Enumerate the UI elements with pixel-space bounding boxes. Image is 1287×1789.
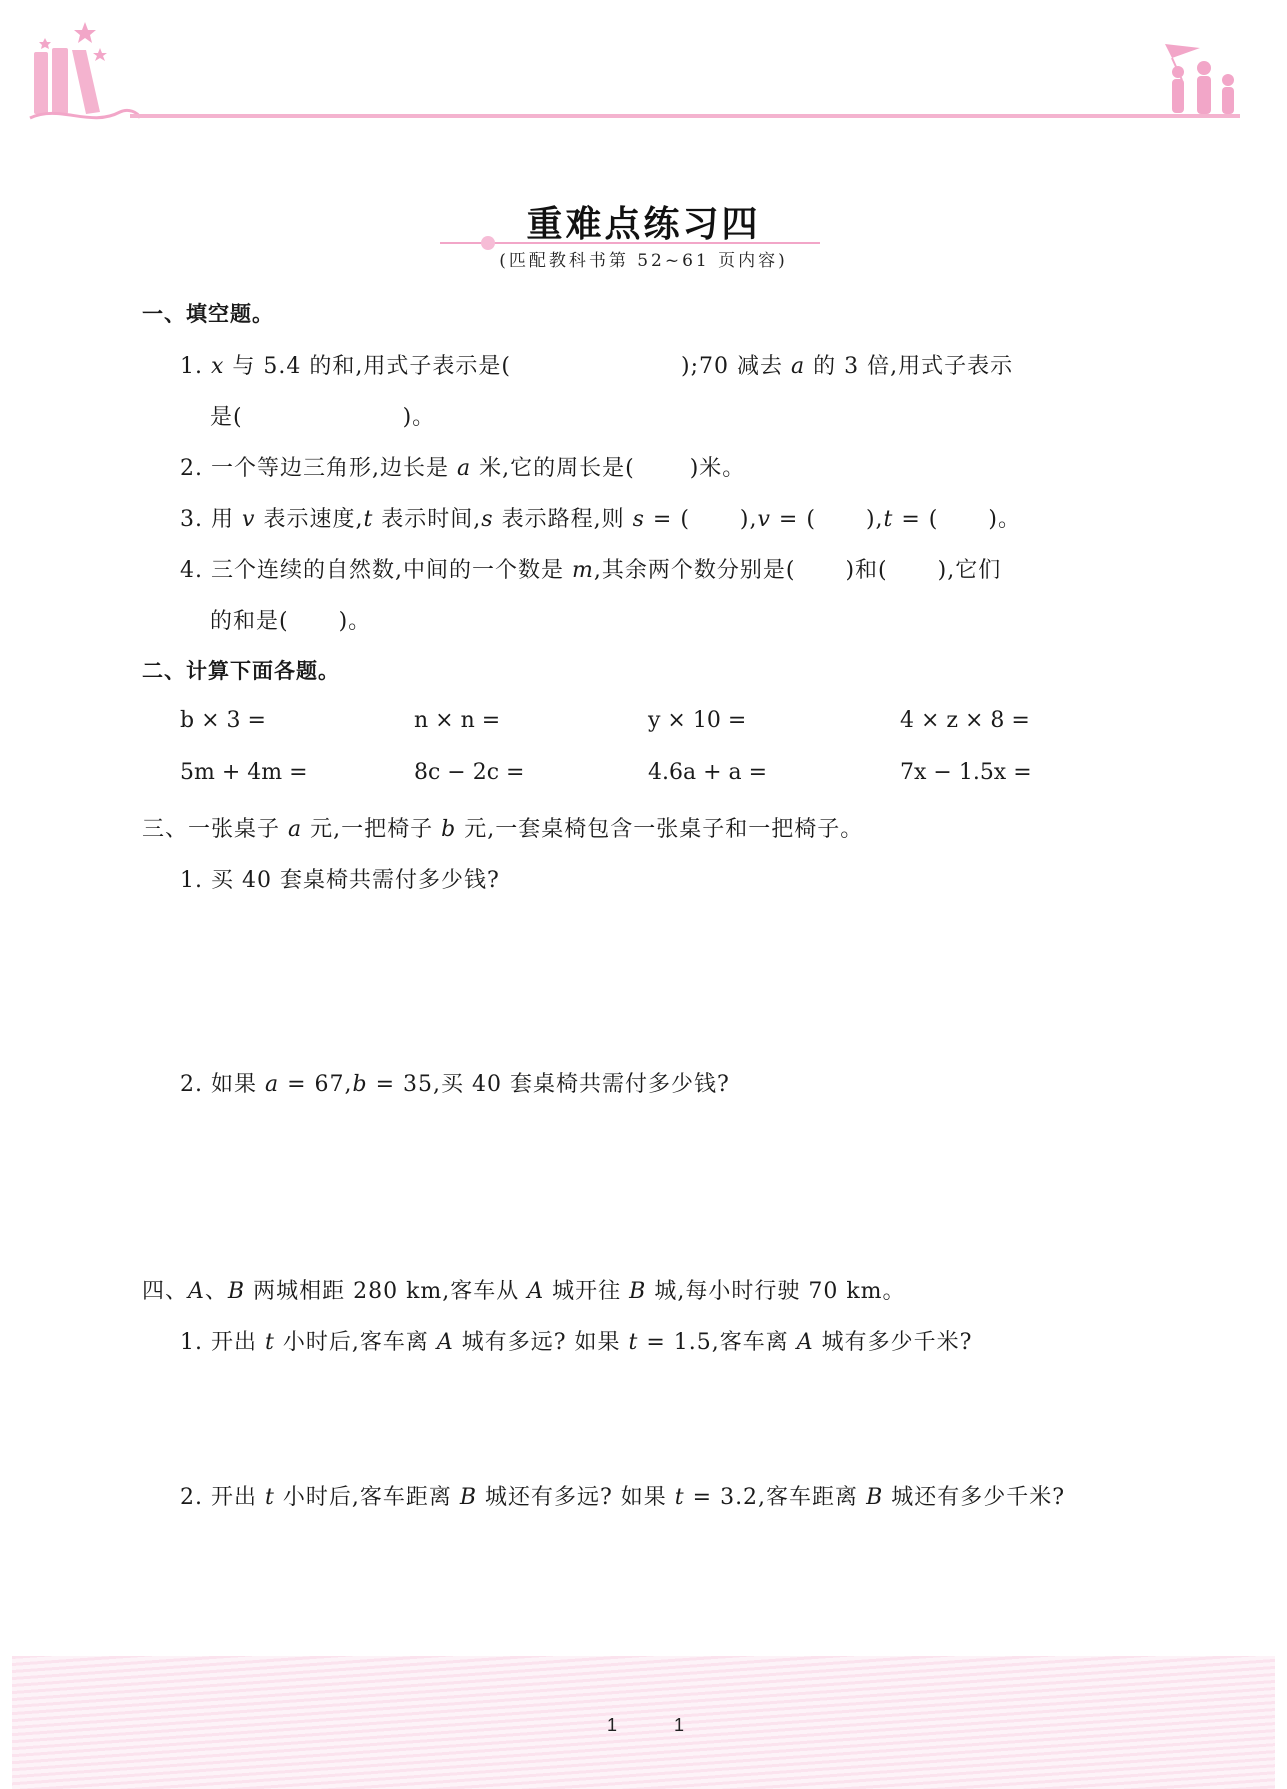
- section4-heading: 四、A、B 两城相距 280 km,客车从 A 城开往 B 城,每小时行驶 70 km。: [142, 1279, 906, 1304]
- section3-heading: 三、一张桌子 a 元,一把椅子 b 元,一套桌椅包含一张桌子和一把椅子。: [142, 817, 864, 842]
- answer-space[interactable]: [180, 1362, 1140, 1472]
- question-1-3: 3. 用 v 表示速度,t 表示时间,s 表示路程,则 s = ( ),v = ( ),t = ( )。: [180, 507, 1021, 532]
- kite-family-icon: [1165, 44, 1234, 114]
- question-1-4-cont: 的和是( )。: [210, 609, 372, 634]
- calc-item: 5m + 4m =: [180, 760, 308, 785]
- calc-item: b × 3 =: [180, 708, 266, 733]
- page-number-left: 1: [607, 1715, 618, 1735]
- calc-item: 4.6a + a =: [648, 760, 768, 785]
- answer-space[interactable]: [180, 1105, 1140, 1265]
- question-4-2: 2. 开出 t 小时后,客车距离 B 城还有多远? 如果 t = 3.2,客车距离 B 城还有多少千米?: [180, 1485, 1066, 1510]
- question-3-1: 1. 买 40 套桌椅共需付多少钱?: [180, 868, 500, 893]
- page-title: 重难点练习四: [526, 203, 761, 245]
- question-1-4: 4. 三个连续的自然数,中间的一个数是 m,其余两个数分别是( )和( ),它们: [180, 558, 1002, 583]
- calc-item: 8c − 2c =: [414, 760, 525, 785]
- calc-item: 7x − 1.5x =: [900, 760, 1032, 785]
- question-1-1-cont: 是( )。: [210, 405, 436, 430]
- calc-item: 4 × z × 8 =: [900, 708, 1030, 733]
- footer-band: [12, 1656, 1275, 1789]
- section1-heading: 一、填空题。: [142, 302, 274, 326]
- answer-space[interactable]: [180, 1518, 1140, 1638]
- page-subtitle: (匹配教科书第 52~61 页内容): [499, 251, 788, 271]
- answer-space[interactable]: [180, 900, 1140, 1050]
- page-number-right: 1: [674, 1715, 685, 1735]
- calc-item: n × n =: [414, 708, 501, 733]
- question-3-2: 2. 如果 a = 67,b = 35,买 40 套桌椅共需付多少钱?: [180, 1072, 730, 1097]
- star-icon: [39, 22, 107, 61]
- section2-heading: 二、计算下面各题。: [142, 659, 340, 683]
- question-1-1: 1. x 与 5.4 的和,用式子表示是( );70 减去 a 的 3 倍,用式子表示: [180, 354, 1014, 379]
- books-icon: [34, 48, 100, 114]
- header-decoration: [0, 0, 1287, 140]
- question-4-1: 1. 开出 t 小时后,客车离 A 城有多远? 如果 t = 1.5,客车离 A 城有多少千米?: [180, 1330, 973, 1355]
- calc-item: y × 10 =: [648, 708, 747, 733]
- question-1-2: 2. 一个等边三角形,边长是 a 米,它的周长是( )米。: [180, 456, 746, 481]
